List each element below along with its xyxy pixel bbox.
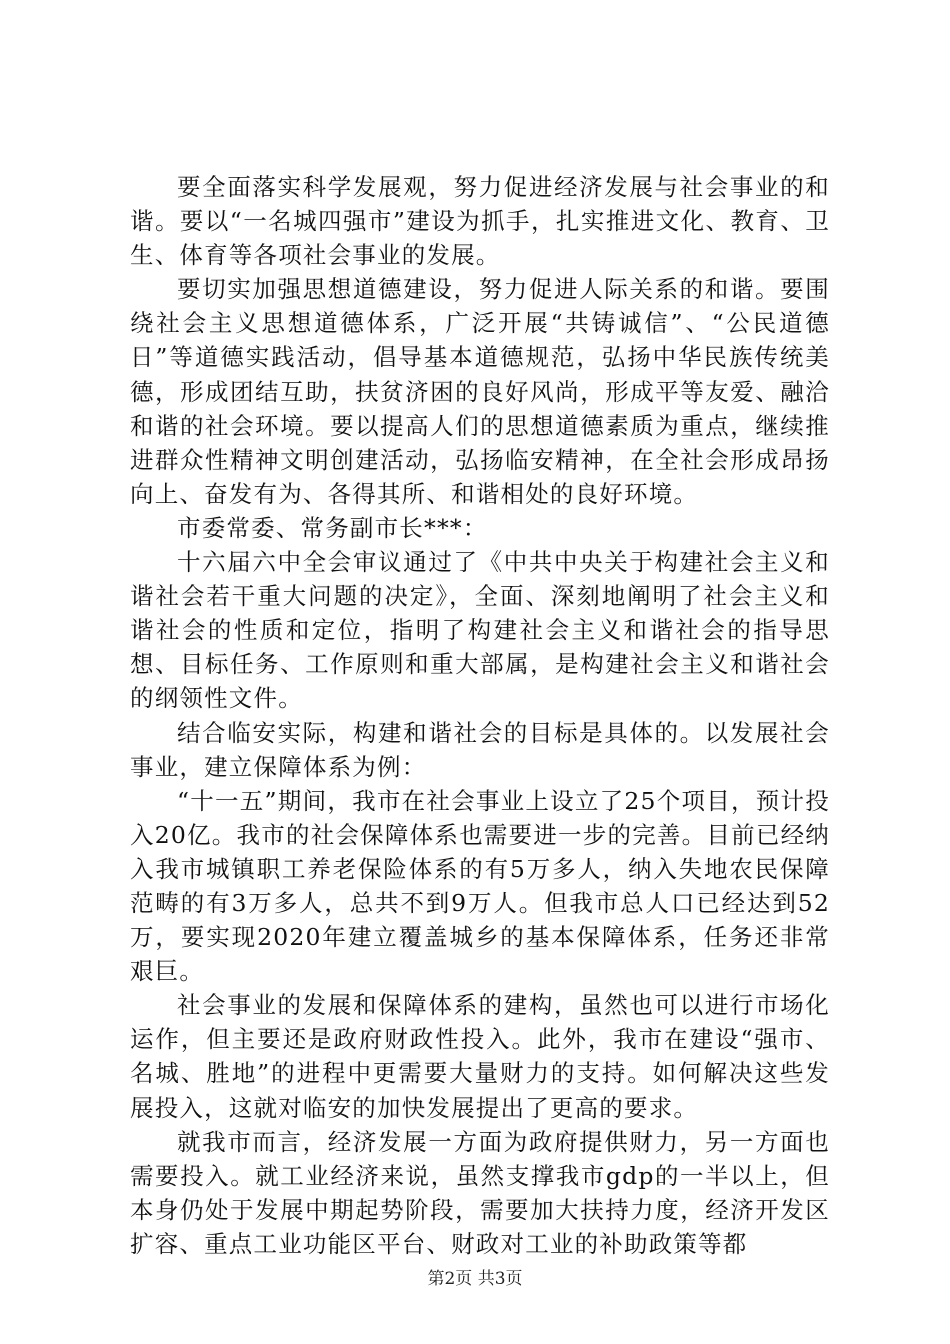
paragraph-5: 结合临安实际，构建和谐社会的目标是具体的。以发展社会事业，建立保障体系为例： [130, 718, 830, 781]
paragraph-8: 就我市而言，经济发展一方面为政府提供财力，另一方面也需要投入。就工业经济来说，虽然支撑我市gdp的一半以上，但本身仍处于发展中期起势阶段，需要加大扶持力度，经济开发区扩容、重点工业功能区平台、财政对工业的补助政策等都 [130, 1127, 830, 1258]
page-footer [0, 1268, 950, 1290]
paragraph-4: 十六届六中全会审议通过了《中共中央关于构建社会主义和谐社会若干重大问题的决定》，全面、深刻地阐明了社会主义和谐社会的性质和定位，指明了构建社会主义和谐社会的指导思想、目标任务、工作原则和重大部属，是构建社会主义和谐社会的纲领性文件。 [130, 548, 830, 713]
document-body [130, 170, 830, 1261]
paragraph-3: 市委常委、常务副市长***： [177, 513, 488, 542]
paragraph-1: 要全面落实科学发展观，努力促进经济发展与社会事业的和谐。要以“一名城四强市”建设为抓手，扎实推进文化、教育、卫生、体育等各项社会事业的发展。 [130, 173, 830, 270]
paragraph-6: “十一五”期间，我市在社会事业上设立了25个项目，预计投入20亿。我市的社会保障体系也需要进一步的完善。目前已经纳入我市城镇职工养老保险体系的有5万多人，纳入失地农民保障范畴的有3万多人，总共不到9万人。但我市总人口已经达到52万，要实现2020年建立覆盖城乡的基本保障体系，任务还非常艰巨。 [130, 786, 830, 986]
page-number-label: 第2页 共3页 [427, 1269, 523, 1289]
paragraph-2: 要切实加强思想道德建设，努力促进人际关系的和谐。要围绕社会主义思想道德体系，广泛开展“共铸诚信”、“公民道德日”等道德实践活动，倡导基本道德规范，弘扬中华民族传统美德，形成团结互助，扶贫济困的良好风尚，形成平等友爱、融洽和谐的社会环境。要以提高人们的思想道德素质为重点，继续推进群众性精神文明创建活动，弘扬临安精神，在全社会形成昂扬向上、奋发有为、各得其所、和谐相处的良好环境。 [130, 275, 830, 508]
paragraph-7: 社会事业的发展和保障体系的建构，虽然也可以进行市场化运作，但主要还是政府财政性投入。此外，我市在建设“强市、名城、胜地”的进程中更需要大量财力的支持。如何解决这些发展投入，这就对临安的加快发展提出了更高的要求。 [130, 991, 830, 1122]
